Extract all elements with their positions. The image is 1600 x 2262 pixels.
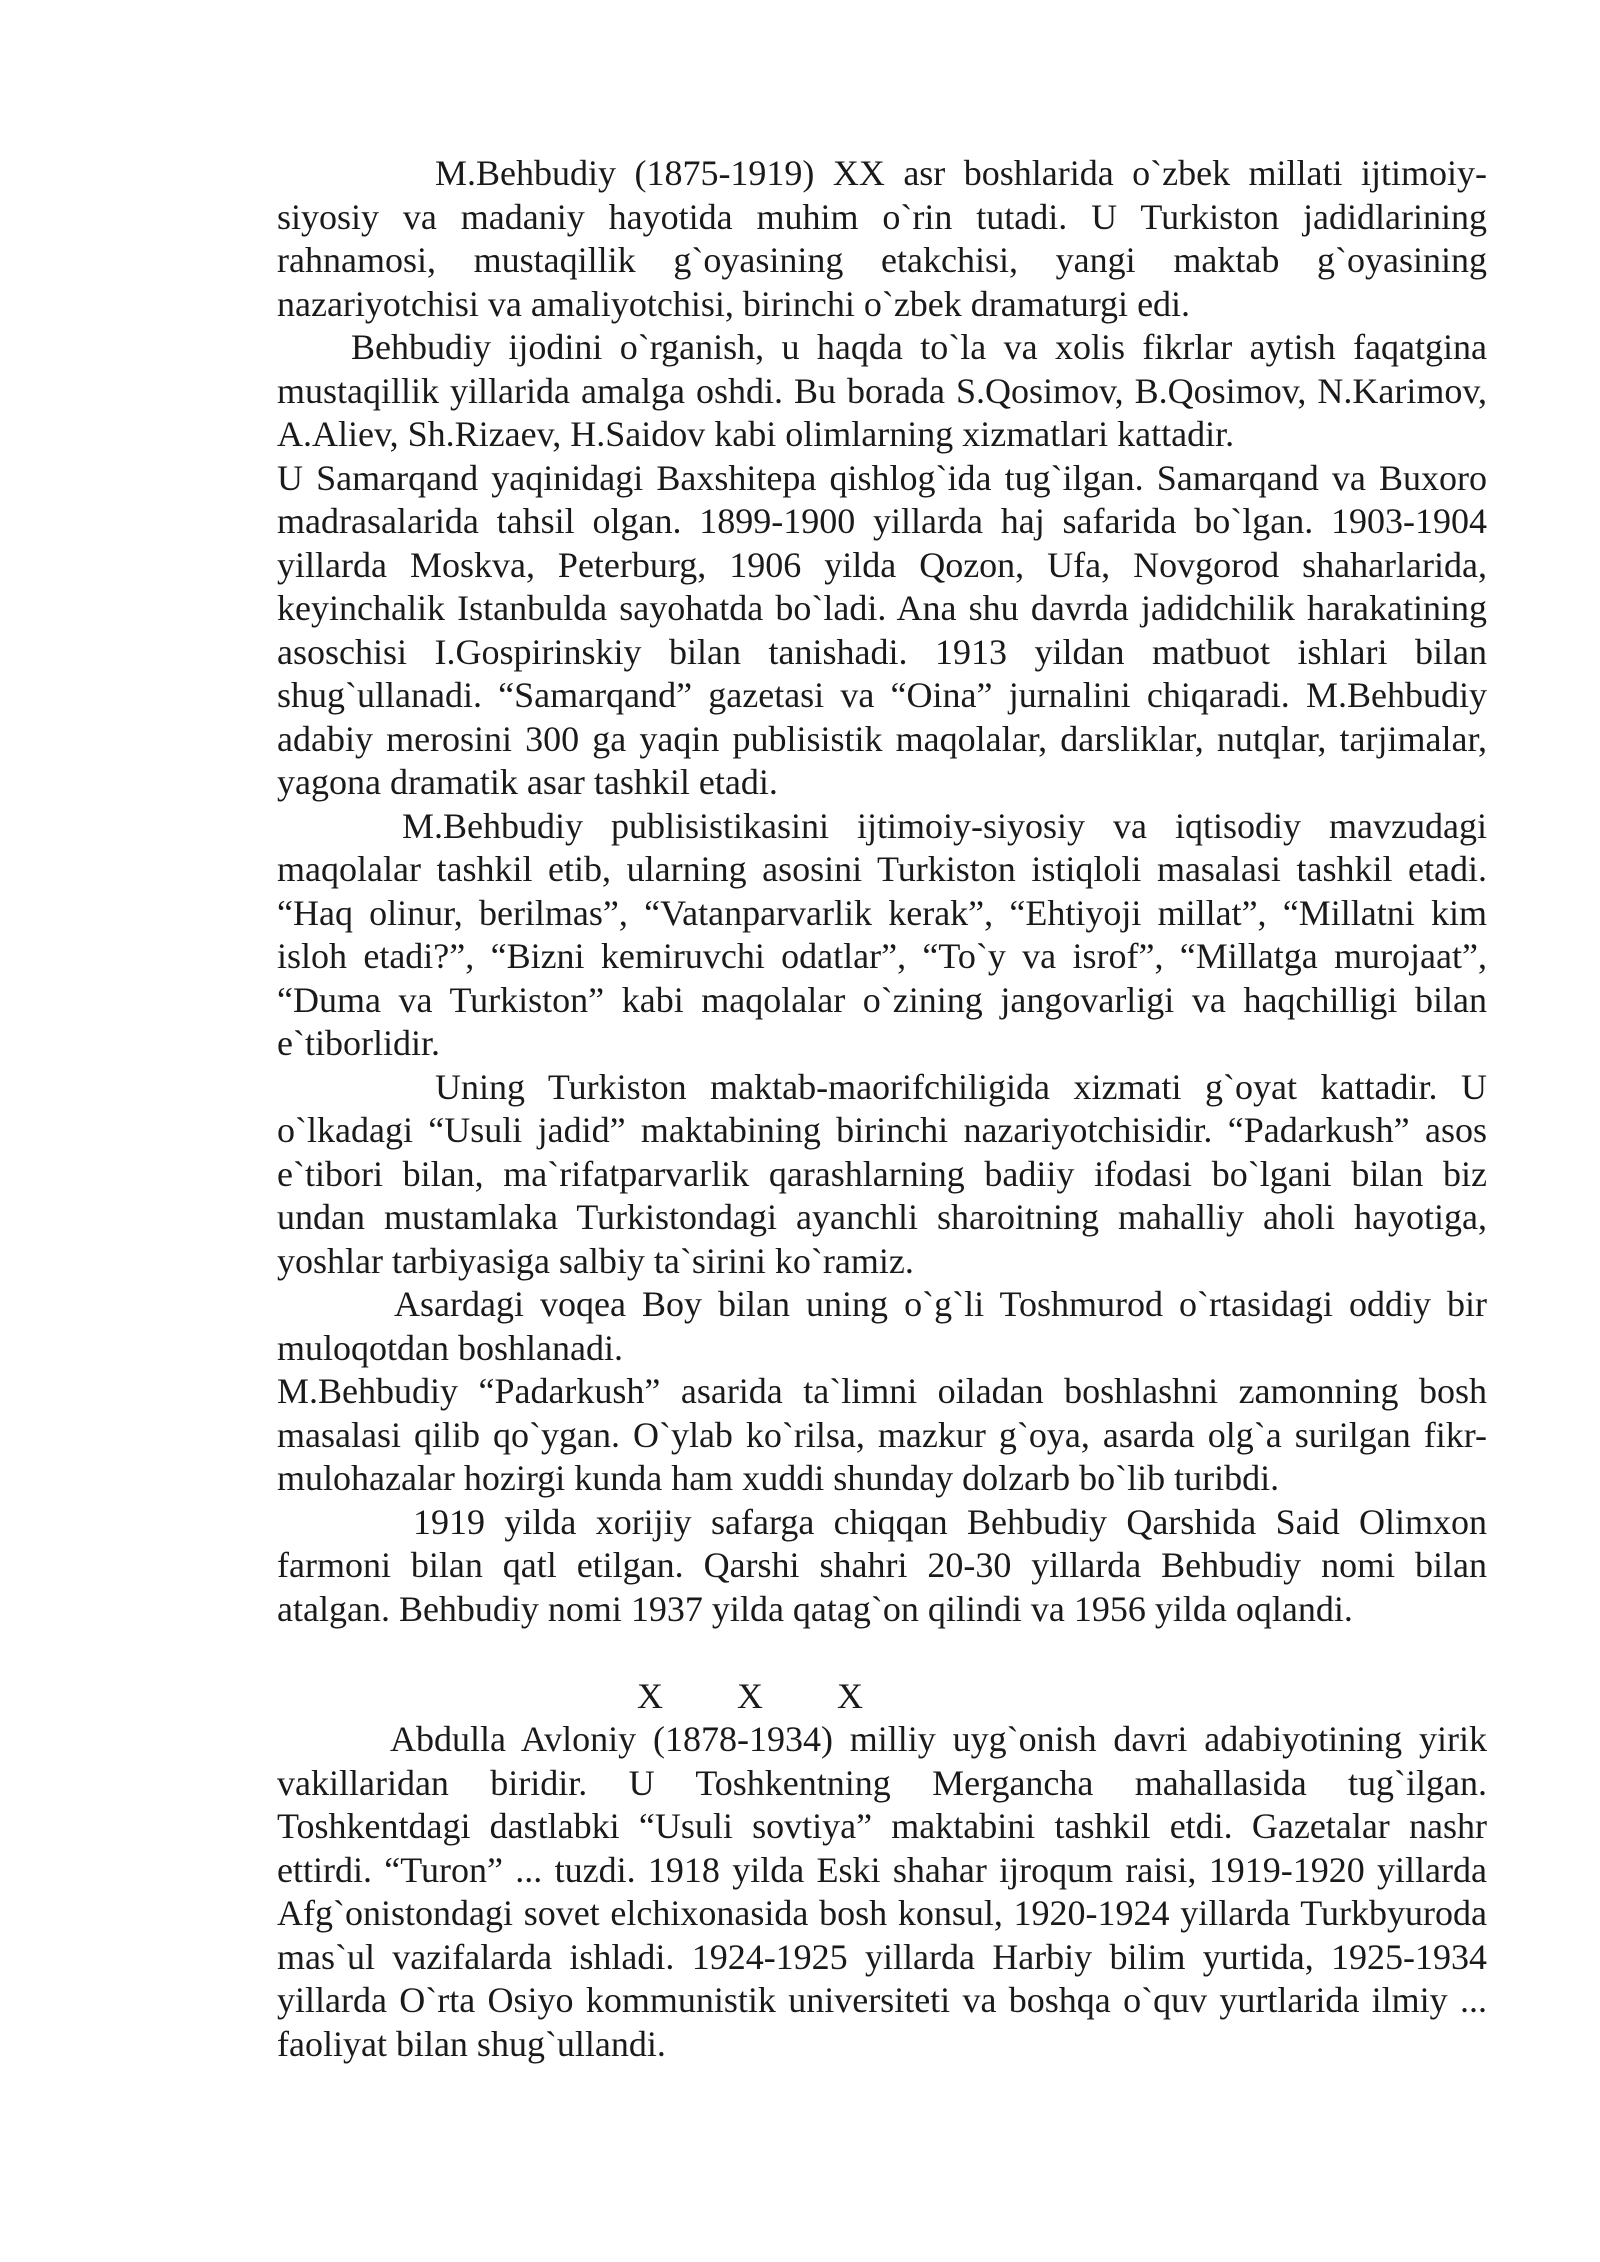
paragraph-avloniy-biography: Abdulla Avloniy (1878-1934) milliy uyg`onish davri adabiyotining yirik vakillaridan biridir. U Toshkentning Mergancha mahallasida tug`ilgan. Toshkentdagi dastlabki “Usuli sovtiya” maktabini tashkil etdi. Gazetalar nashr ettirdi. “Turon” ... tuzdi. 1918 yilda Eski shahar ijroqum raisi, 1919-1920 yillarda Afg`onistondagi sovet elchixonasida bosh konsul, 1920-1924 yillarda Turkbyuroda mas`ul vazifalarda ishladi. 1924-1925 yillarda Harbiy bilim yurtida, 1925-1934 yillarda O`rta Osiyo kommunistik universiteti va boshqa o`quv yurtlarida ilmiy ... faoliyat bilan shug`ullandi.: [277, 1719, 1487, 2064]
paragraph-behbudiy-death: 1919 yilda xorijiy safarga chiqqan Behbudiy Qarshida Said Olimxon farmoni bilan qatl etilgan. Qarshi shahri 20-30 yillarda Behbudiy nomi bilan atalgan. Behbudiy nomi 1937 yilda qatag`on qilindi va 1956 yilda oqlandi.: [277, 1501, 1487, 1629]
separator-mark: X: [737, 1675, 763, 1716]
paragraph-padarkush-plot: Asardagi voqea Boy bilan uning o`g`li Toshmurod o`rtasidagi oddiy bir muloqotdan boshlanadi.: [277, 1284, 1487, 1368]
document-page: [277, 152, 1487, 2066]
paragraph-padarkush-theme: M.Behbudiy “Padarkush” asarida ta`limni oiladan boshlashni zamonning bosh masalasi qilib qo`ygan. O`ylab ko`rilsa, mazkur g`oya, asarda olg`a surilgan fikr-mulohazalar hozirgi kunda ham xuddi shunday dolzarb bo`lib turibdi.: [277, 1371, 1487, 1498]
paragraph-behbudiy-education: Uning Turkiston maktab-maorifchiligida xizmati g`oyat kattadir. U o`lkadagi “Usuli jadid” maktabining birinchi nazariyotchisidir. “Padarkush” asos e`tibori bilan, ma`rifatparvarlik qarashlarning badiiy ifodasi bo`lgani bilan biz undan mustamlaka Turkistondagi ayanchli sharoitning mahalliy aholi hayotiga, yoshlar tarbiyasiga salbiy ta`sirini ko`ramiz.: [277, 1066, 1487, 1281]
separator-mark: X: [637, 1675, 663, 1716]
paragraph-behbudiy-publicism: M.Behbudiy publisistikasini ijtimoiy-siyosiy va iqtisodiy mavzudagi maqolalar tashkil etib, ularning asosini Turkiston istiqloli masalasi tashkil etadi. “Haq olinur, berilmas”, “Vatanparvarlik kerak”, “Ehtiyoji millat”, “Millatni kim isloh etadi?”, “Bizni kemiruvchi odatlar”, “To`y va isrof”, “Millatga murojaat”, “Duma va Turkiston” kabi maqolalar o`zining jangovarligi va haqchilligi bilan e`tiborlidir.: [277, 805, 1487, 1063]
paragraph-behbudiy-research: Behbudiy ijodini o`rganish, u haqda to`la va xolis fikrlar aytish faqatgina mustaqillik yillarida amalga oshdi. Bu borada S.Qosimov, B.Qosimov, N.Karimov, A.Aliev, Sh.Rizaev, H.Saidov kabi olimlarning xizmatlari kattadir.: [277, 327, 1487, 454]
paragraph-behbudiy-intro: M.Behbudiy (1875-1919) XX asr boshlarida o`zbek millati ijtimoiy-siyosiy va madaniy hayotida muhim o`rin tutadi. U Turkiston jadidlarining rahnamosi, mustaqillik g`oyasining etakchisi, yangi maktab g`oyasining nazariyotchisi va amaliyotchisi, birinchi o`zbek dramaturgi edi.: [277, 153, 1487, 324]
paragraph-behbudiy-biography: U Samarqand yaqinidagi Baxshitepa qishlog`ida tug`ilgan. Samarqand va Buxoro madrasalarida tahsil olgan. 1899-1900 yillarda haj safarida bo`lgan. 1903-1904 yillarda Moskva, Peterburg, 1906 yilda Qozon, Ufa, Novgorod shaharlarida, keyinchalik Istanbulda sayohatda bo`ladi. Ana shu davrda jadidchilik harakatining asoschisi I.Gospirinskiy bilan tanishadi. 1913 yildan matbuot ishlari bilan shug`ullanadi. “Samarqand” gazetasi va “Oina” jurnalini chiqaradi. M.Behbudiy adabiy merosini 300 ga yaqin publisistik maqolalar, darsliklar, nutqlar, tarjimalar, yagona dramatik asar tashkil etadi.: [277, 457, 1487, 802]
section-separator: [277, 1675, 1487, 1719]
separator-mark: X: [837, 1675, 863, 1716]
